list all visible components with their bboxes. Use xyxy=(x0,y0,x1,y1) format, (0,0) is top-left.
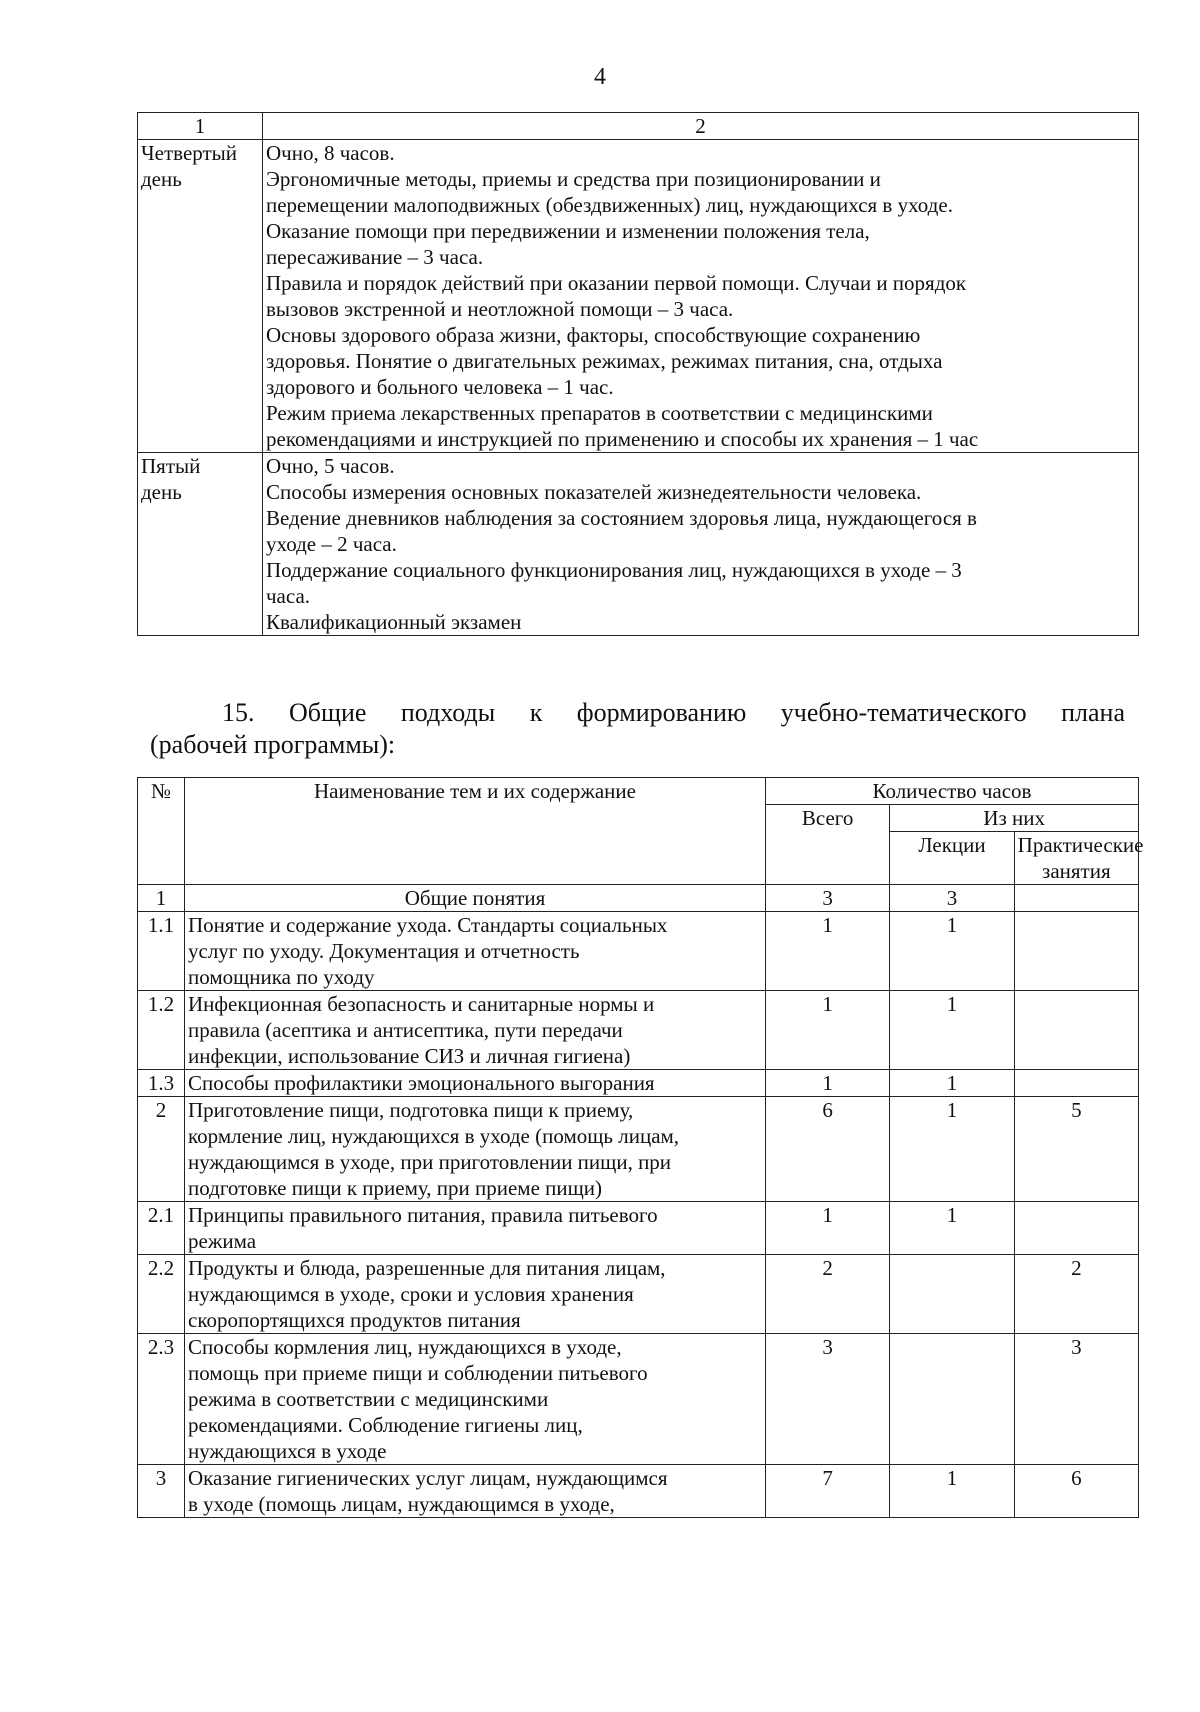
section-heading-line: 15. Общие подходы к формированию учебно-тематического плана xyxy=(222,698,1125,727)
row-practice-hours: 2 xyxy=(1014,1255,1138,1334)
content-line: часа. xyxy=(266,584,311,608)
content-line: вызовов экстренной и неотложной помощи – 3 часа. xyxy=(266,297,734,321)
row-topic-line: нуждающимся в уходе, при приготовлении пищи, при xyxy=(188,1150,672,1174)
row-topic-line: Общие понятия xyxy=(404,886,546,910)
row-topic-line: в уходе (помощь лицам, нуждающимся в уходе, xyxy=(188,1492,615,1516)
row-practice-hours: 6 xyxy=(1014,1465,1138,1518)
table-row xyxy=(138,1465,1139,1518)
day-content xyxy=(263,453,1139,636)
plan-table xyxy=(137,777,1144,1518)
plan-header-row xyxy=(138,778,1139,805)
row-topic-line: инфекции, использование СИЗ и личная гигиена) xyxy=(188,1044,631,1068)
page-number: 4 xyxy=(594,64,606,90)
row-total-hours: 1 xyxy=(766,912,890,991)
row-topic xyxy=(185,1334,766,1465)
row-topic-line: помощь при приеме пищи и соблюдении питьевого xyxy=(188,1361,648,1385)
row-practice-hours xyxy=(1014,1202,1138,1255)
row-total-hours: 3 xyxy=(766,885,890,912)
table-row xyxy=(138,912,1139,991)
row-total-hours: 3 xyxy=(766,1334,890,1465)
table-row xyxy=(138,1255,1139,1334)
row-lecture-hours: 1 xyxy=(890,1070,1014,1097)
row-topic-line: подготовке пищи к приему, при приеме пищи) xyxy=(188,1176,603,1200)
row-topic xyxy=(185,991,766,1070)
row-number: 1.1 xyxy=(138,912,185,991)
row-topic xyxy=(185,1070,766,1097)
table-row xyxy=(138,1334,1139,1465)
row-topic xyxy=(185,885,766,912)
row-topic-line: правила (асептика и антисептика, пути передачи xyxy=(188,1018,623,1042)
content-line: пересаживание – 3 часа. xyxy=(266,245,484,269)
plan-body xyxy=(138,885,1139,1518)
row-topic-line: скоропортящихся продуктов питания xyxy=(188,1308,521,1332)
row-lecture-hours: 1 xyxy=(890,991,1014,1070)
header-practice-line: Практические xyxy=(1017,833,1144,857)
table-row xyxy=(138,991,1139,1070)
row-lecture-hours xyxy=(890,1255,1014,1334)
schedule-header-content: 2 xyxy=(263,113,1139,140)
row-number: 2.2 xyxy=(138,1255,185,1334)
header-topic: Наименование тем и их содержание xyxy=(185,778,766,885)
row-topic-line: Оказание гигиенических услуг лицам, нуждающимся xyxy=(188,1466,668,1490)
row-practice-hours xyxy=(1014,1070,1138,1097)
row-topic-line: режима xyxy=(188,1229,257,1253)
day-label-line: Пятый xyxy=(141,454,201,478)
content-line: Правила и порядок действий при оказании первой помощи. Случаи и порядок xyxy=(266,271,967,295)
row-total-hours: 1 xyxy=(766,991,890,1070)
content-line: Режим приема лекарственных препаратов в соответствии с медицинскими xyxy=(266,401,933,425)
content-line: Оказание помощи при передвижении и изменении положения тела, xyxy=(266,219,870,243)
row-topic-line: кормление лиц, нуждающихся в уходе (помощь лицам, xyxy=(188,1124,680,1148)
row-topic-line: Продукты и блюда, разрешенные для питания лицам, xyxy=(188,1256,666,1280)
header-practice xyxy=(1014,832,1144,885)
content-line: Эргономичные методы, приемы и средства при позиционировании и xyxy=(266,167,881,191)
row-topic xyxy=(185,1097,766,1202)
row-topic-line: Способы профилактики эмоционального выгорания xyxy=(188,1071,655,1095)
header-of-them: Из них xyxy=(890,805,1139,832)
row-practice-hours xyxy=(1014,912,1138,991)
row-practice-hours: 3 xyxy=(1014,1334,1138,1465)
content-line: здоровья. Понятие о двигательных режимах, режимах питания, сна, отдыха xyxy=(266,349,943,373)
row-topic-line: нуждающимся в уходе, сроки и условия хранения xyxy=(188,1282,634,1306)
row-topic-line: Понятие и содержание ухода. Стандарты социальных xyxy=(188,913,668,937)
row-topic-line: Приготовление пищи, подготовка пищи к приему, xyxy=(188,1098,634,1122)
row-lecture-hours xyxy=(890,1334,1014,1465)
day-label-line: день xyxy=(141,480,182,504)
table-row xyxy=(138,1070,1139,1097)
row-total-hours: 1 xyxy=(766,1202,890,1255)
content-line: рекомендациями и инструкцией по применению и способы их хранения – 1 час xyxy=(266,427,979,451)
day-label xyxy=(138,140,263,453)
content-line: перемещении малоподвижных (обездвиженных) лиц, нуждающихся в уходе. xyxy=(266,193,953,217)
schedule-table xyxy=(137,112,1139,636)
row-topic-line: Принципы правильного питания, правила питьевого xyxy=(188,1203,658,1227)
row-topic-line: режима в соответствии с медицинскими xyxy=(188,1387,549,1411)
header-lectures: Лекции xyxy=(890,832,1014,885)
row-number: 2.3 xyxy=(138,1334,185,1465)
row-practice-hours: 5 xyxy=(1014,1097,1138,1202)
content-line: Основы здорового образа жизни, факторы, способствующие сохранению xyxy=(266,323,921,347)
row-topic xyxy=(185,1202,766,1255)
day-label-line: Четвертый xyxy=(141,141,238,165)
table-row xyxy=(138,1097,1139,1202)
header-practice-line: занятия xyxy=(1042,859,1111,883)
row-topic xyxy=(185,912,766,991)
row-lecture-hours: 1 xyxy=(890,1465,1014,1518)
row-total-hours: 7 xyxy=(766,1465,890,1518)
header-num: № xyxy=(138,778,185,885)
content-line: Квалификационный экзамен xyxy=(266,610,522,634)
content-line: Ведение дневников наблюдения за состоянием здоровья лица, нуждающегося в xyxy=(266,506,977,530)
day-label-line: день xyxy=(141,167,182,191)
row-number: 1.2 xyxy=(138,991,185,1070)
row-number: 1.3 xyxy=(138,1070,185,1097)
row-practice-hours xyxy=(1014,991,1138,1070)
content-line: Способы измерения основных показателей жизнедеятельности человека. xyxy=(266,480,922,504)
row-lecture-hours: 3 xyxy=(890,885,1014,912)
content-line: Поддержание социального функционирования лиц, нуждающихся в уходе – 3 xyxy=(266,558,962,582)
row-lecture-hours: 1 xyxy=(890,1202,1014,1255)
row-practice-hours xyxy=(1014,885,1138,912)
row-topic-line: помощника по уходу xyxy=(188,965,375,989)
content-line: Очно, 8 часов. xyxy=(266,141,395,165)
table-row xyxy=(138,885,1139,912)
table-row xyxy=(138,1202,1139,1255)
row-topic xyxy=(185,1255,766,1334)
row-lecture-hours: 1 xyxy=(890,912,1014,991)
row-total-hours: 6 xyxy=(766,1097,890,1202)
row-topic-line: нуждающихся в уходе xyxy=(188,1439,387,1463)
row-total-hours: 2 xyxy=(766,1255,890,1334)
schedule-header-row xyxy=(138,113,1139,140)
row-number: 2 xyxy=(138,1097,185,1202)
content-line: уходе – 2 часа. xyxy=(266,532,397,556)
row-number: 2.1 xyxy=(138,1202,185,1255)
row-topic xyxy=(185,1465,766,1518)
row-topic-line: Инфекционная безопасность и санитарные нормы и xyxy=(188,992,655,1016)
row-number: 3 xyxy=(138,1465,185,1518)
row-lecture-hours: 1 xyxy=(890,1097,1014,1202)
day-content xyxy=(263,140,1139,453)
header-total: Всего xyxy=(766,805,890,885)
row-number: 1 xyxy=(138,885,185,912)
schedule-header-day: 1 xyxy=(138,113,263,140)
row-total-hours: 1 xyxy=(766,1070,890,1097)
section-heading xyxy=(150,697,1125,761)
section-heading-line: (рабочей программы): xyxy=(150,730,396,759)
content-line: здорового и больного человека – 1 час. xyxy=(266,375,614,399)
content-line: Очно, 5 часов. xyxy=(266,454,395,478)
row-topic-line: Способы кормления лиц, нуждающихся в уходе, xyxy=(188,1335,622,1359)
header-hours: Количество часов xyxy=(766,778,1139,805)
row-topic-line: рекомендациями. Соблюдение гигиены лиц, xyxy=(188,1413,583,1437)
schedule-row-day4 xyxy=(138,140,1139,453)
day-label xyxy=(138,453,263,636)
row-topic-line: услуг по уходу. Документация и отчетность xyxy=(188,939,580,963)
schedule-row-day5 xyxy=(138,453,1139,636)
